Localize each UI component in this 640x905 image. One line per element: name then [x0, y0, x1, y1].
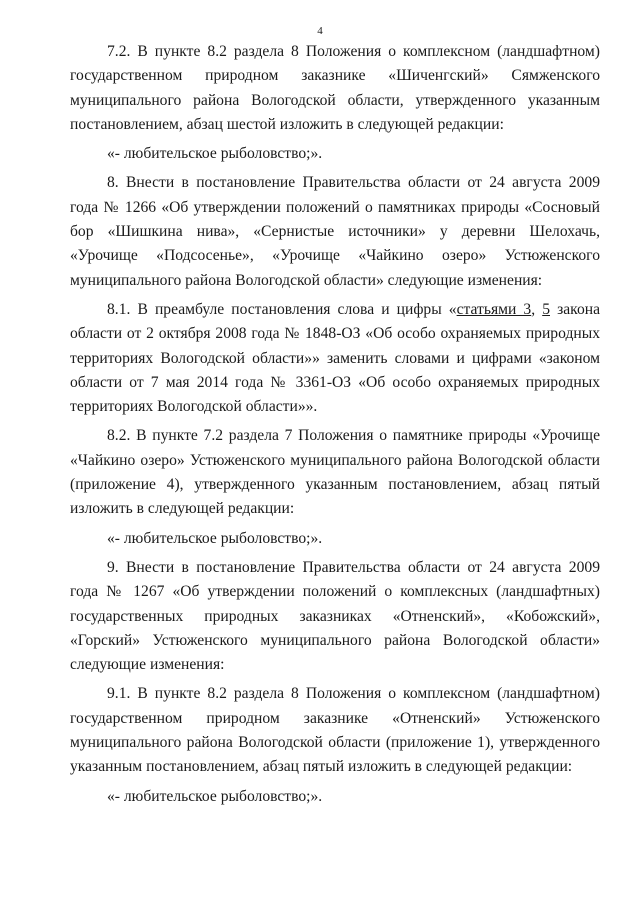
paragraph-7-2: 7.2. В пункте 8.2 раздела 8 Положения о комплексном (ландшафтном) государственном природном заказнике «Шиченгский» Сямженского муниципального района Вологодской области, утвержденного указанным постановлением, абзац шестой изложить в следующей редакции:	[70, 43, 600, 133]
page-number: 4	[317, 25, 323, 37]
paragraph-9: 9. Внести в постановление Правительства области от 24 августа 2009 года № 1267 «Об утверждении положений о комплексных (ландшафтных) государственных природных заказниках «Отненский», «Кобожский», «Горский» Устюженского муниципального района Вологодской области» следующие изменения:	[70, 558, 600, 674]
document-body	[70, 40, 600, 814]
paragraph-8-2: 8.2. В пункте 7.2 раздела 7 Положения о памятнике природы «Урочище «Чайкино озеро» Устюженского муниципального района Вологодской области (приложение 4), утвержденного указанным постановлением, абзац пятый изложить в следующей редакции:	[70, 427, 600, 518]
paragraph-9-1: 9.1. В пункте 8.2 раздела 8 Положения о комплексном (ландшафтном) государственном природном заказнике «Отненский» Устюженского муниципального района Вологодской области (приложение 1), утвержденного указанным постановлением, абзац пятый изложить в следующей редакции:	[70, 685, 600, 776]
paragraph-9-1-quote: «- любительское рыболовство;».	[107, 787, 323, 805]
article-3-link[interactable]: статьями 3	[456, 300, 532, 318]
paragraph-8-1	[70, 298, 600, 419]
paragraph-8-1-text-after: закона области от 2 октября 2008 года № 1848-ОЗ «Об особо охраняемых природных территориях Вологодской области»» заменить словами и цифрами «законом области от 7 мая 2014 года № 3361-ОЗ «Об особо охраняемых природных территориях Вологодской области»».	[70, 300, 601, 416]
paragraph-7-2-quote: «- любительское рыболовство;».	[107, 145, 323, 163]
paragraph-8-1-text-mid: ,	[531, 300, 543, 318]
paragraph-8-1-text-before: 8.1. В преамбуле постановления слова и цифры «	[107, 300, 457, 318]
paragraph-8: 8. Внести в постановление Правительства области от 24 августа 2009 года № 1266 «Об утверждении положений о памятниках природы «Сосновый бор «Шишкина нива», «Сернистые источники» у деревни Шелохачь, «Урочище «Подсосенье», «Урочище «Чайкино озеро» Устюженского муниципального района Вологодской области» следующие изменения:	[70, 174, 600, 289]
article-5-link[interactable]: 5	[542, 300, 550, 318]
paragraph-8-2-quote: «- любительское рыболовство;».	[107, 529, 323, 547]
